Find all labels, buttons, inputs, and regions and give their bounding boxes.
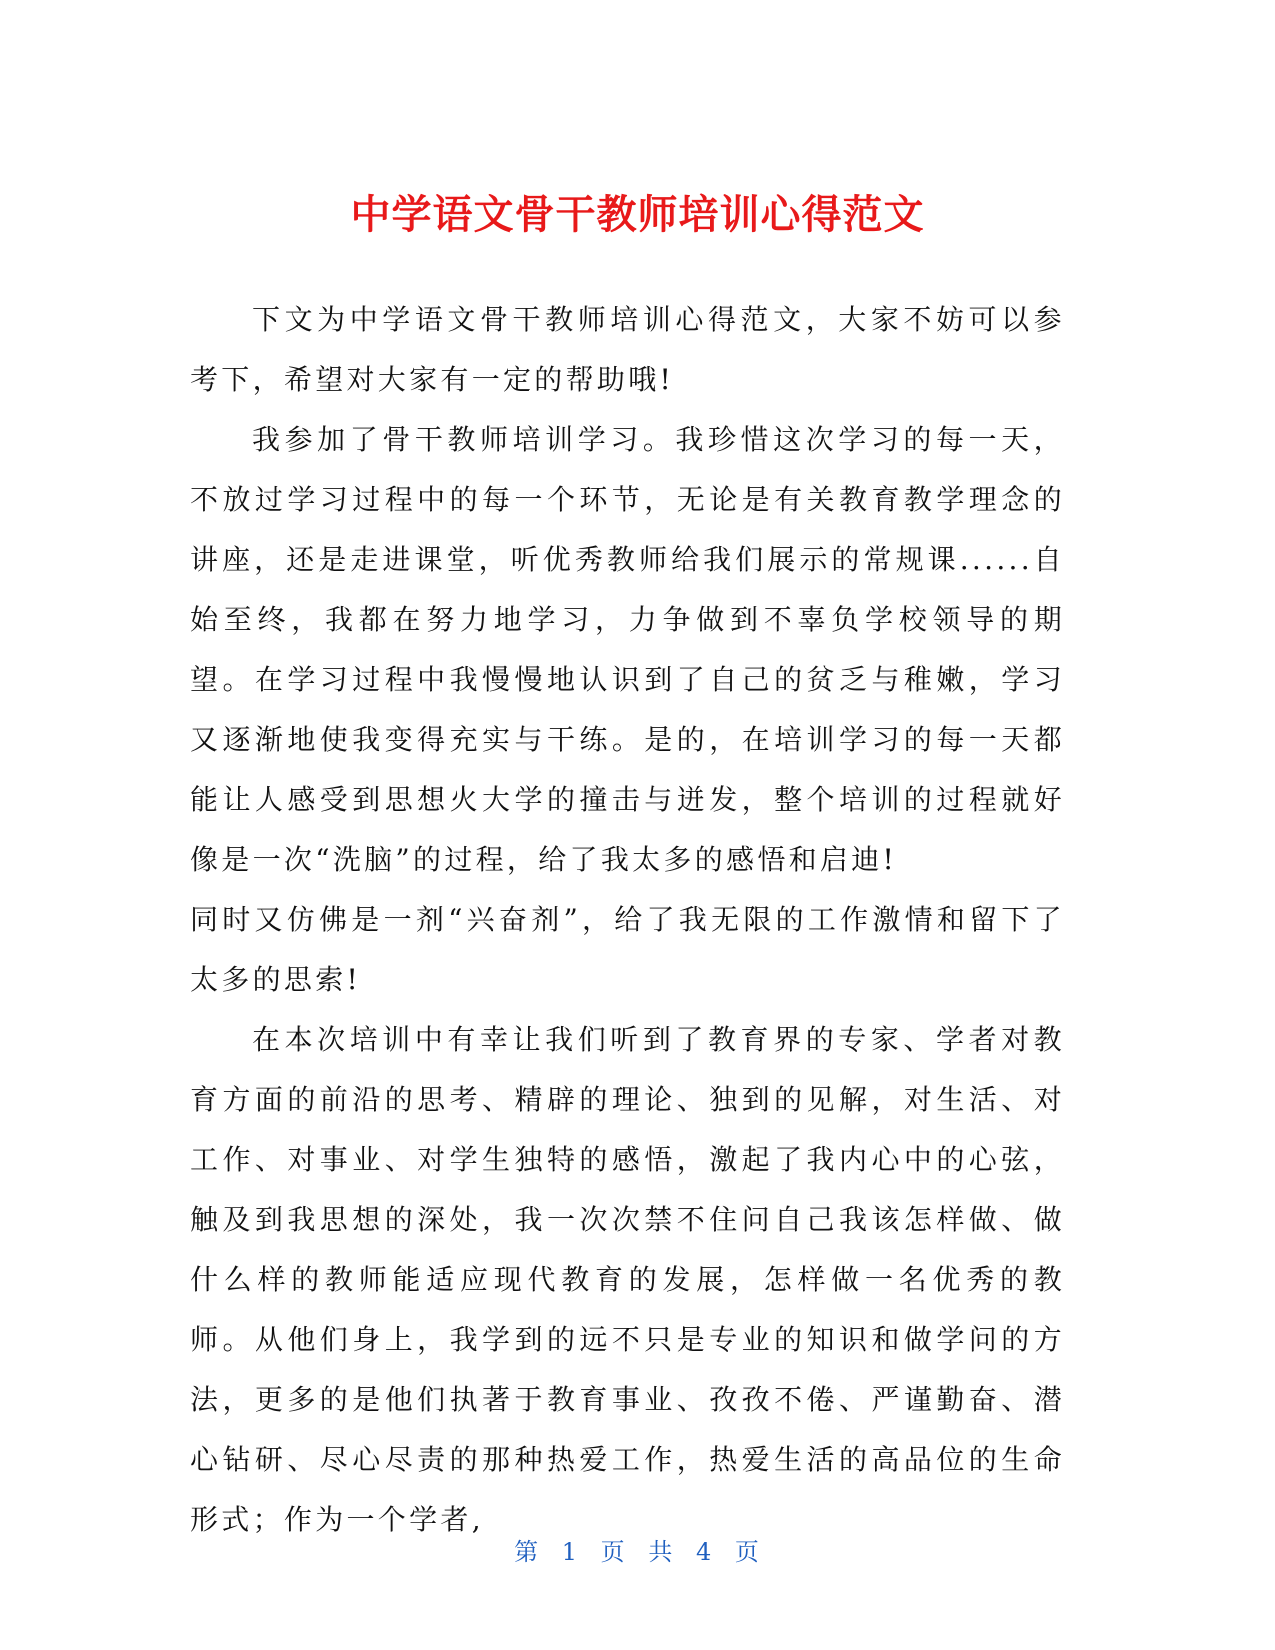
footer-word-total: 共 [648,1538,675,1566]
document-title: 中学语文骨干教师培训心得范文 [350,191,925,238]
footer-word-of: 页 [600,1538,627,1566]
paragraph-training-experience: 我参加了骨干教师培训学习。我珍惜这次学习的每一天，不放过学习过程中的每一个环节，无论是有关教育教学理念的讲座，还是走进课堂，听优秀教师给我们展示的常规课......自始至终，我都在努力地学习，力争做到不辜负学校领导的期望。在学习过程中我慢慢地认识到了自己的贫乏与稚嫩，学习又逐渐地使我变得充实与干练。是的，在培训学习的每一天都能让人感受到思想火大学的撞击与迸发，整个培训的过程就好像是一次“洗脑”的过程，给了我太多的感悟和启迪! [190,423,1065,876]
footer-current-page: 1 [561,1538,580,1566]
footer-word-pages: 页 [734,1538,761,1566]
footer-word-page: 第 [514,1538,541,1566]
paragraph-intro: 下文为中学语文骨干教师培训心得范文，大家不妨可以参考下，希望对大家有一定的帮助哦! [190,303,1065,396]
document-body [190,290,1065,1550]
paragraph-stimulant: 同时又仿佛是一剂“兴奋剂”，给了我无限的工作激情和留下了太多的思索! [190,903,1065,996]
paragraph-expert-insights: 在本次培训中有幸让我们听到了教育界的专家、学者对教育方面的前沿的思考、精辟的理论、独到的见解，对生活、对工作、对事业、对学生独特的感悟，激起了我内心中的心弦，触及到我思想的深处，我一次次禁不住问自己我该怎样做、做什么样的教师能适应现代教育的发展，怎样做一名优秀的教师。从他们身上，我学到的远不只是专业的知识和做学问的方法，更多的是他们执著于教育事业、孜孜不倦、严谨勤奋、潜心钻研、尽心尽责的那种热爱工作，热爱生活的高品位的生命形式；作为一个学者, [190,1023,1065,1536]
footer-total-pages: 4 [695,1538,714,1566]
page-number-footer [0,1536,1275,1568]
